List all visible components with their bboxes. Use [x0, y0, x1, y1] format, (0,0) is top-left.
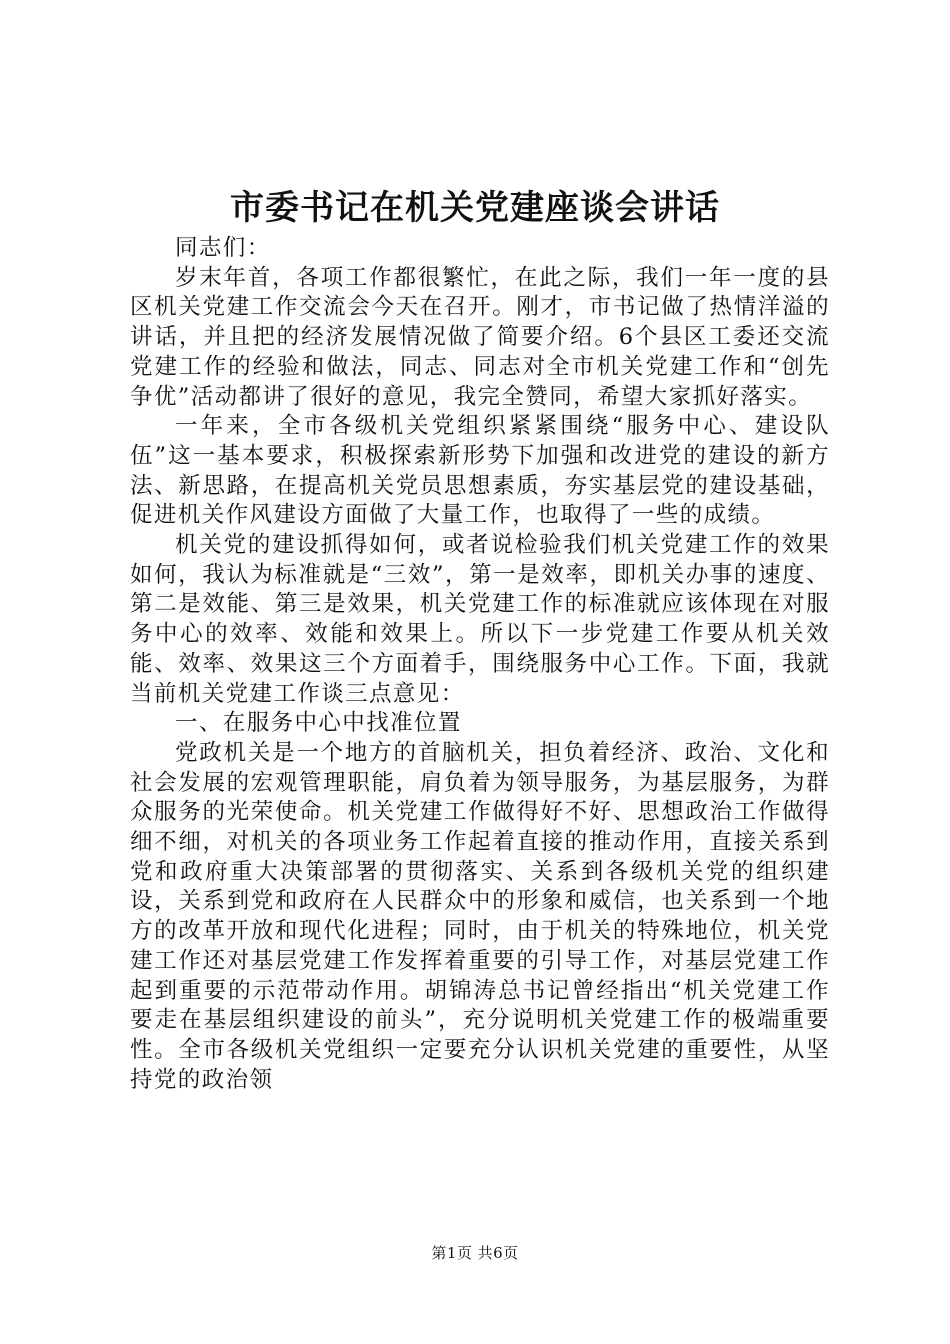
document-title: 市委书记在机关党建座谈会讲话 [230, 188, 720, 228]
body-paragraph: 党政机关是一个地方的首脑机关，担负着经济、政治、文化和社会发展的宏观管理职能，肩负着为领导服务，为基层服务，为群众服务的光荣使命。机关党建工作做得好不好、思想政治工作做得细不细，对机关的各项业务工作起着直接的推动作用，直接关系到党和政府重大决策部署的贯彻落实、关系到各级机关党的组织建设，关系到党和政府在人民群众中的形象和威信，也关系到一个地方的改革开放和现代化进程；同时，由于机关的特殊地位，机关党建工作还对基层党建工作发挥着重要的引导工作，对基层党建工作起到重要的示范带动作用。胡锦涛总书记曾经指出“机关党建工作要走在基层组织建设的前头”，充分说明机关党建工作的极端重要性。全市各级机关党组织一定要充分认识机关党建的重要性，从坚持党的政治领 [130, 739, 830, 1093]
body-paragraph: 机关党的建设抓得如何，或者说检验我们机关党建工作的效果如何，我认为标准就是“三效”，第一是效率，即机关办事的速度、第二是效能、第三是效果，机关党建工作的标准就应该体现在对服务中心的效率、效能和效果上。所以下一步党建工作要从机关效能、效率、效果这三个方面着手，围绕服务中心工作。下面，我就当前机关党建工作谈三点意见： [130, 532, 830, 707]
body-paragraph: 一年来，全市各级机关党组织紧紧围绕“服务中心、建设队伍”这一基本要求，积极探索新形势下加强和改进党的建设的新方法、新思路，在提高机关党员思想素质，夯实基层党的建设基础，促进机关作风建设方面做了大量工作，也取得了一些的成绩。 [130, 413, 830, 529]
body-paragraph: 岁末年首，各项工作都很繁忙，在此之际，我们一年一度的县区机关党建工作交流会今天在召开。刚才，市书记做了热情洋溢的讲话，并且把的经济发展情况做了简要介绍。6个县区工委还交流党建工作的经验和做法，同志、同志对全市机关党建工作和“创先争优”活动都讲了很好的意见，我完全赞同，希望大家抓好落实。 [130, 264, 830, 410]
page-footer: 第1页 共6页 [431, 1244, 519, 1262]
salutation: 同志们： [175, 235, 271, 261]
section-heading: 一、在服务中心中找准位置 [175, 710, 462, 737]
document-body [130, 234, 830, 1095]
